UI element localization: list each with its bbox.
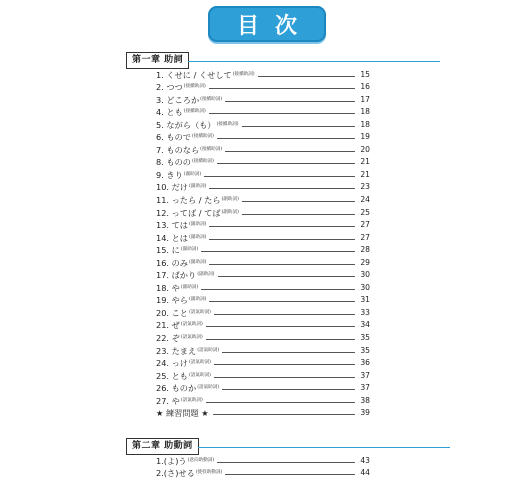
toc-entry-page: 25 (360, 207, 370, 217)
toc-entry-label: 11. ったら / たら (156, 195, 221, 206)
toc-entry[interactable] (156, 167, 370, 180)
title-banner (208, 6, 326, 42)
toc-entry-label: 14. とは (156, 232, 188, 243)
toc-entry-label: 5. ながら（も） (156, 119, 216, 130)
toc-entry-page: 35 (360, 345, 370, 355)
toc-leader-line (209, 188, 355, 189)
toc-entry-kind: (副助詞) (183, 171, 202, 177)
toc-entry-label: 19. やら (156, 295, 188, 306)
toc-entry-page: 37 (360, 370, 370, 380)
toc-entry-label: 20. こと (156, 307, 188, 318)
toc-entry-page: 43 (360, 455, 370, 465)
toc-entry-kind: (副助詞) (180, 247, 199, 253)
toc-entry-label: 6. もので (156, 132, 191, 143)
toc-leader-line (225, 151, 355, 152)
toc-entry-label: 16. のみ (156, 257, 188, 268)
toc-entry-kind: (副助詞) (189, 297, 207, 303)
toc-entry-page: 28 (360, 245, 370, 255)
toc-entry[interactable] (156, 368, 370, 381)
toc-entry[interactable] (156, 205, 370, 218)
toc-entry-kind: (語氣助詞) (180, 335, 203, 341)
toc-entry-page: 27 (360, 220, 370, 230)
toc-entry-kind: (語氣助詞) (189, 372, 211, 378)
toc-entry-page: 17 (360, 94, 370, 104)
toc-entry-kind: (接續助詞) (191, 159, 214, 165)
toc-entry-kind: (接續助詞) (183, 84, 206, 90)
toc-leader-line (206, 339, 355, 340)
toc-entry-label: 4. とも (156, 107, 183, 118)
toc-leader-line (213, 414, 355, 415)
toc-leader-line (222, 389, 355, 390)
toc-leader-line (206, 326, 355, 327)
toc-entry[interactable] (156, 318, 370, 331)
toc-entry[interactable] (156, 155, 370, 168)
toc-entry[interactable] (156, 255, 370, 268)
toc-leader-line (258, 76, 355, 77)
toc-entry-label: 23. たまえ (156, 345, 197, 356)
toc-entry[interactable] (156, 268, 370, 281)
toc-leader-line (201, 289, 355, 290)
toc-leader-line (209, 226, 355, 227)
toc-entry[interactable] (156, 381, 370, 394)
toc-entry-label: 22. ぞ (156, 333, 180, 344)
toc-entry-page: 30 (360, 282, 370, 292)
toc-entry-page: 21 (360, 157, 370, 167)
toc-entry-kind: (語氣助詞) (180, 322, 203, 328)
toc-entry[interactable] (156, 67, 370, 80)
toc-leader-line (209, 88, 355, 89)
toc-entry-kind: (接續助詞) (183, 109, 206, 115)
toc-entry-page: 37 (360, 383, 370, 393)
toc-entry[interactable] (156, 453, 370, 466)
toc-entry-kind: (接續助詞) (200, 146, 223, 152)
toc-entry-label: 8. ものの (156, 157, 191, 168)
toc-leader-line (217, 163, 355, 164)
toc-leader-line (217, 138, 355, 139)
toc-leader-line (242, 201, 355, 202)
toc-entry[interactable] (156, 280, 370, 293)
chapter-heading-2: 第二章 助動詞 (126, 438, 199, 455)
toc-leader-line (214, 364, 355, 365)
toc-entry-page: 35 (360, 333, 370, 343)
toc-leader-line (209, 264, 355, 265)
toc-entry[interactable] (156, 117, 370, 130)
toc-leader-line (206, 402, 355, 403)
toc-entry[interactable] (156, 130, 370, 143)
toc-entry-label: 2.(さ)せる (156, 468, 195, 479)
toc-leader-line (225, 474, 355, 475)
toc-leader-line (225, 101, 355, 102)
toc-entry-page: 15 (360, 69, 370, 79)
toc-entry-label: 10. だけ (156, 182, 188, 193)
toc-entry-page: 23 (360, 182, 370, 192)
toc-entry-label: 1. くせに / くせして (156, 69, 232, 80)
toc-entry-page: 30 (360, 270, 370, 280)
toc-entry-kind: (副助詞) (180, 284, 199, 290)
toc-entry-kind: (語氣助詞) (189, 360, 211, 366)
toc-entry-page: 38 (360, 395, 370, 405)
toc-entry-page: 44 (360, 468, 370, 478)
toc-leader-line (209, 239, 355, 240)
toc-entry-page: 24 (360, 195, 370, 205)
toc-entry[interactable] (156, 330, 370, 343)
toc-leader-line (218, 276, 355, 277)
toc-entry[interactable] (156, 80, 370, 93)
toc-entry[interactable] (156, 180, 370, 193)
toc-leader-line (204, 176, 355, 177)
toc-entry[interactable] (156, 192, 370, 205)
toc-entry[interactable] (156, 293, 370, 306)
toc-entry-page: 18 (360, 119, 370, 129)
toc-leader-line (209, 301, 355, 302)
toc-entry[interactable] (156, 142, 370, 155)
toc-entry[interactable] (156, 356, 370, 369)
toc-entry-label: 15. に (156, 245, 180, 256)
toc-entry-kind: (語氣助詞) (197, 385, 220, 391)
toc-entry[interactable] (156, 305, 370, 318)
toc-entry-kind: (接續助詞) (200, 96, 223, 102)
toc-entry-page: 20 (360, 144, 370, 154)
toc-entry-kind: (副助詞) (189, 259, 207, 265)
toc-entry-page: 27 (360, 232, 370, 242)
toc-entry-label: 17. ばかり (156, 270, 197, 281)
toc-entry[interactable] (156, 218, 370, 231)
toc-entry-label: 1.(よ)う (156, 455, 187, 466)
chapter-heading-1: 第一章 助詞 (126, 52, 189, 69)
toc-entry[interactable] (156, 343, 370, 356)
toc-entry-page: 19 (360, 132, 370, 142)
toc-entry[interactable] (156, 92, 370, 105)
toc-entry-label: 18. や (156, 282, 180, 293)
toc-entry-label: 12. ってば / てば (156, 207, 221, 218)
toc-entry[interactable] (156, 230, 370, 243)
toc-entry-page: 34 (360, 320, 370, 330)
toc-entry-kind: (副助詞) (189, 184, 207, 190)
toc-entry-kind: (副助詞) (197, 272, 215, 278)
toc-leader-line (201, 251, 355, 252)
toc-entry-label: 13. ては (156, 220, 188, 231)
chapter-1-entries (156, 67, 370, 418)
toc-leader-line (242, 126, 355, 127)
toc-entry-label: 27. や (156, 395, 180, 406)
toc-entry-kind: (接續助詞) (216, 121, 239, 127)
toc-entry-page: 39 (360, 408, 370, 418)
toc-entry-page: 18 (360, 107, 370, 117)
toc-leader-line (242, 214, 355, 215)
toc-leader-line (209, 113, 355, 114)
toc-entry-page: 33 (360, 307, 370, 317)
toc-entry[interactable] (156, 393, 370, 406)
toc-entry-label: 21. ぜ (156, 320, 180, 331)
toc-entry-kind: (副助詞) (221, 209, 239, 215)
toc-entry-page: 36 (360, 358, 370, 368)
toc-entry[interactable] (156, 406, 370, 419)
toc-entry-label: 7. ものなら (156, 144, 200, 155)
toc-entry-kind: (接續助詞) (191, 134, 214, 140)
toc-entry-page: 31 (360, 295, 370, 305)
toc-entry-page: 16 (360, 82, 370, 92)
toc-entry-page: 29 (360, 257, 370, 267)
toc-entry-kind: (語氣助詞) (180, 397, 203, 403)
toc-entry[interactable] (156, 243, 370, 256)
toc-leader-line (214, 314, 355, 315)
toc-entry-label: 9. きり (156, 169, 183, 180)
toc-entry-kind: (語氣助詞) (189, 309, 211, 315)
toc-entry-label: 3. どころか (156, 94, 200, 105)
toc-entry-label: 24. っけ (156, 358, 188, 369)
toc-leader-line (214, 377, 355, 378)
toc-entry-page: 21 (360, 169, 370, 179)
toc-entry-label: 25. とも (156, 370, 188, 381)
toc-entry[interactable] (156, 466, 370, 479)
toc-entry-kind: (副助詞) (221, 197, 239, 203)
toc-entry-label: 26. ものか (156, 383, 197, 394)
toc-entry-kind: (語氣助詞) (197, 347, 220, 353)
toc-entry-label: ★ 練習問題 ★ (156, 408, 209, 419)
toc-entry-label: 2. つつ (156, 82, 183, 93)
page-title: 目次 (236, 13, 313, 39)
toc-entry-kind: (接續助詞) (232, 71, 255, 77)
chapter-2-entries (156, 453, 370, 478)
toc-entry[interactable] (156, 105, 370, 118)
toc-entry-kind: (副助詞) (189, 234, 207, 240)
toc-entry-kind: (使役助動詞) (195, 470, 223, 476)
toc-leader-line (217, 462, 355, 463)
toc-entry-kind: (意向助動詞) (187, 457, 215, 463)
toc-entry-kind: (副助詞) (189, 222, 207, 228)
toc-leader-line (222, 352, 355, 353)
